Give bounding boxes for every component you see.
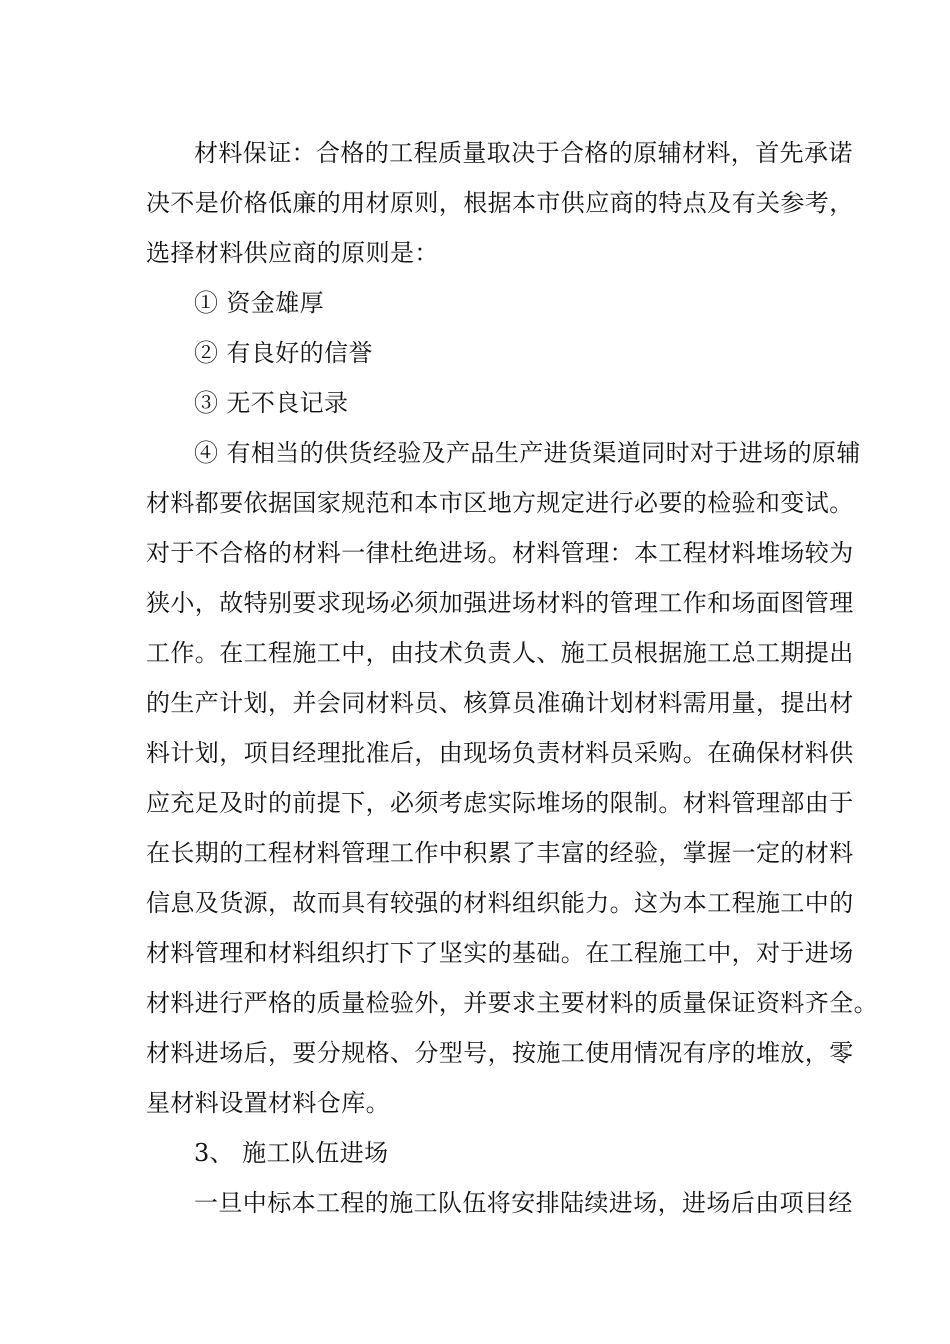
- text-line: 材料都要依据国家规范和本市区地方规定进行必要的检验和变试。: [146, 489, 854, 517]
- list-item: ③ 无不良记录: [194, 389, 349, 417]
- text-line: 应充足及时的前提下，必须考虑实际堆场的限制。材料管理部由于: [146, 789, 854, 817]
- text-line: 信息及货源，故而具有较强的材料组织能力。这为本工程施工中的: [146, 889, 854, 917]
- text-line: 在长期的工程材料管理工作中积累了丰富的经验，掌握一定的材料: [146, 839, 854, 867]
- text-line: 工作。在工程施工中，由技术负责人、施工员根据施工总工期提出: [146, 639, 854, 667]
- text-line: 料计划，项目经理批准后，由现场负责材料员采购。在确保材料供: [146, 739, 854, 767]
- text-line: 选择材料供应商的原则是：: [146, 239, 439, 267]
- text-line: 对于不合格的材料一律杜绝进场。材料管理：本工程材料堆场较为: [146, 539, 854, 567]
- section-heading: 3、 施工队伍进场: [194, 1139, 389, 1167]
- text-line: 材料保证：合格的工程质量取决于合格的原辅材料，首先承诺: [194, 139, 853, 167]
- text-line: 材料进场后，要分规格、分型号，按施工使用情况有序的堆放，零: [146, 1039, 854, 1067]
- text-line: 决不是价格低廉的用材原则，根据本市供应商的特点及有关参考，: [146, 189, 854, 217]
- text-line: 的生产计划，并会同材料员、核算员准确计划材料需用量，提出材: [146, 689, 854, 717]
- text-line: 狭小，故特别要求现场必须加强进场材料的管理工作和场面图管理: [146, 589, 854, 617]
- text-line: 材料管理和材料组织打下了坚实的基础。在工程施工中，对于进场: [146, 939, 854, 967]
- text-line: 材料进行严格的质量检验外，并要求主要材料的质量保证资料齐全。: [146, 989, 878, 1017]
- list-item: ① 资金雄厚: [194, 289, 325, 317]
- list-item: ④ 有相当的供货经验及产品生产进货渠道同时对于进场的原辅: [194, 439, 861, 467]
- text-line: 一旦中标本工程的施工队伍将安排陆续进场，进场后由项目经: [194, 1189, 853, 1217]
- list-item: ② 有良好的信誉: [194, 339, 373, 367]
- text-line: 星材料设置材料仓库。: [146, 1089, 390, 1117]
